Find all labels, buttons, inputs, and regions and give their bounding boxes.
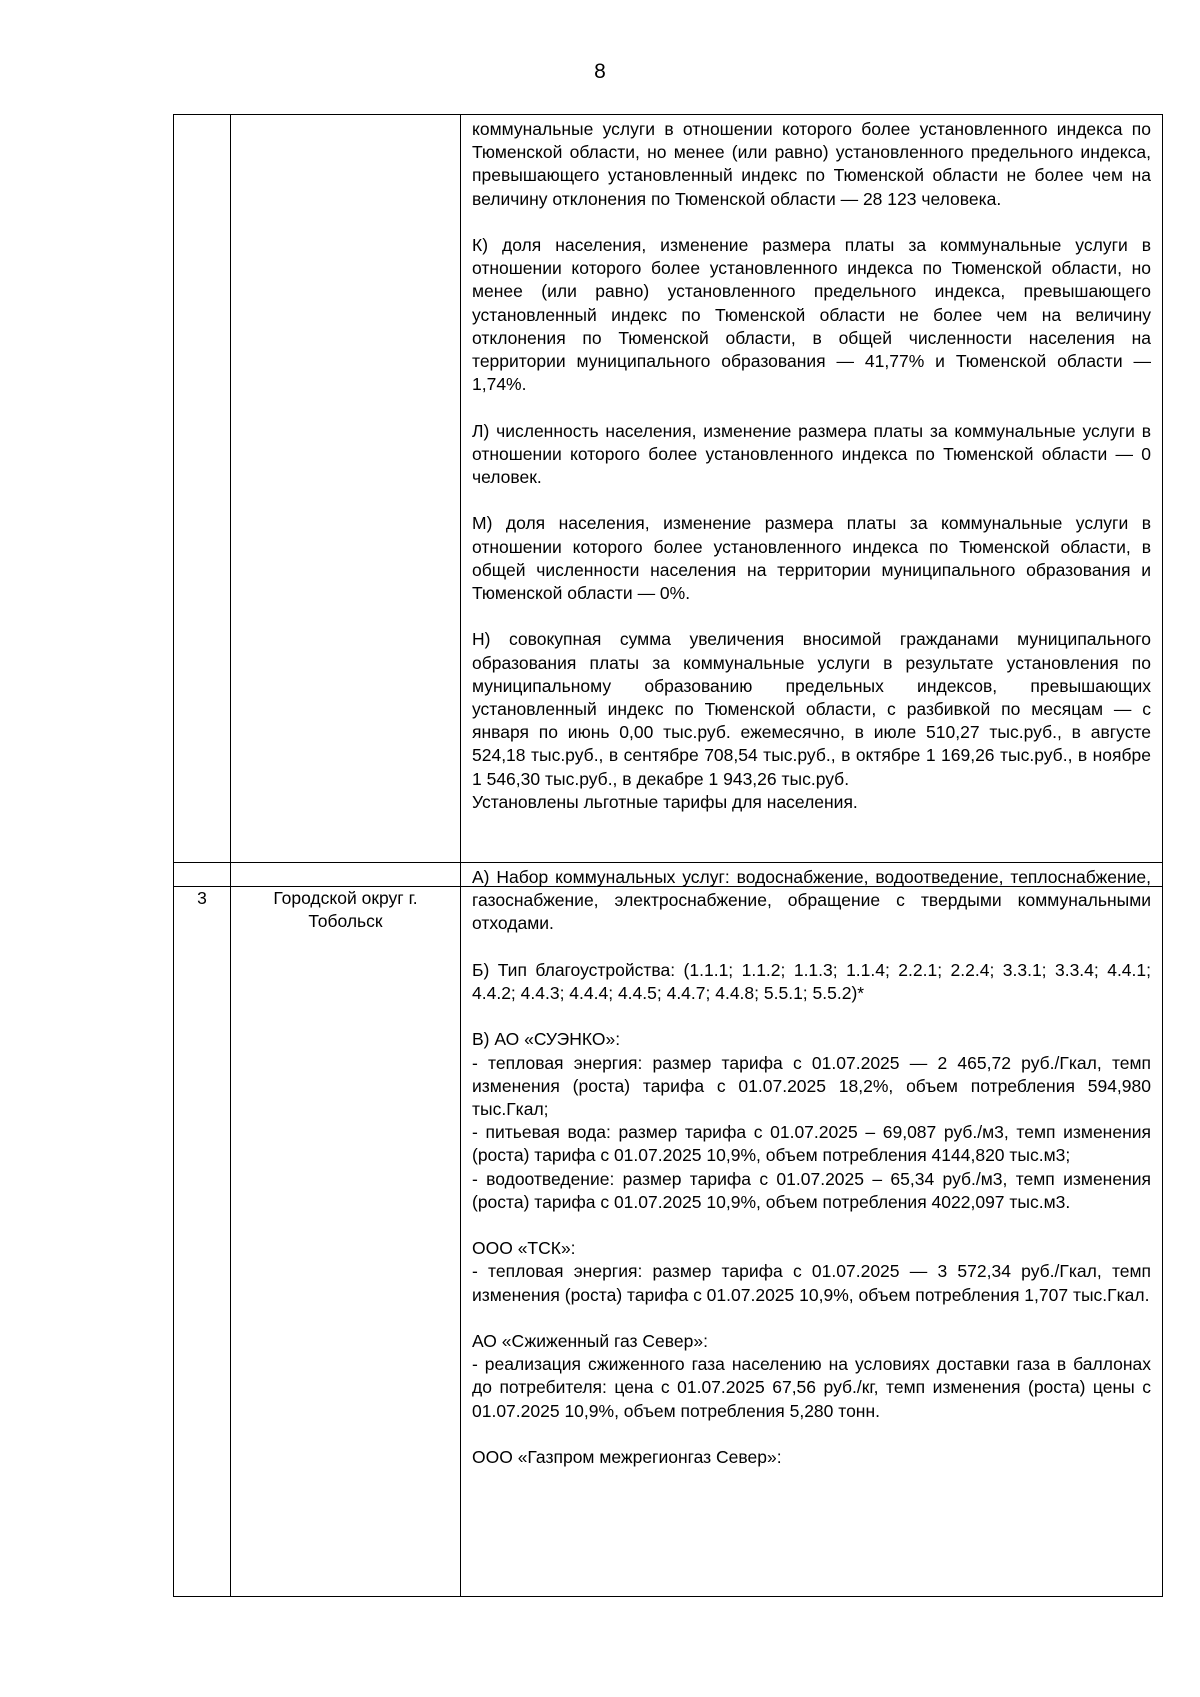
- paragraph-population-count: коммунальные услуги в отношении которого более установленного индекса по Тюменской области, но менее (или равно) установленного предельного индекса, превышающего установленный индекс по Тюменской области не более чем на величину отклонения по Тюменской области — 28 123 человека.: [472, 119, 1151, 209]
- paragraph-l: Л) численность населения, изменение размера платы за коммунальные услуги в отношении которого более установленного индекса по Тюменской области — 0 человек.: [472, 420, 1151, 488]
- table-row-tobolsk: [173, 862, 1163, 1597]
- paragraph-closing: Установлены льготные тарифы для населения.: [472, 791, 858, 812]
- block-gazprom: [472, 1446, 1151, 1469]
- paragraph-k: К) доля населения, изменение размера платы за коммунальные услуги в отношении которого более установленного индекса по Тюменской области, но менее (или равно) установленного предельного индекса, превышающего установленный индекс по Тюменской области не более чем на величину отклонения по Тюменской области, в общей численности населения на территории муниципального образования — 41,77% и Тюменской области — 1,74%.: [472, 235, 1151, 395]
- municipality-name-line-2: г. Тобольск: [308, 888, 418, 932]
- page-number: 8: [594, 60, 606, 83]
- details-cell: [461, 863, 1163, 1597]
- tsk-title: ООО «ТСК»:: [472, 1238, 576, 1259]
- block-gas-north: [472, 1330, 1151, 1423]
- suenko-title: В) АО «СУЭНКО»:: [472, 1029, 621, 1050]
- tsk-heat: - тепловая энергия: размер тарифа с 01.07.2025 — 3 572,34 руб./Гкал, темп изменения (роста) тарифа с 01.07.2025 10,9%, объем потребления 1,707 тыс.Гкал.: [472, 1261, 1151, 1305]
- table-continuation-row: [173, 114, 1163, 887]
- municipality-name-line-1: Городской округ: [273, 888, 404, 908]
- municipality-cell: [231, 863, 461, 1597]
- details-cell: [461, 115, 1163, 887]
- row-number-cell: 3: [174, 863, 231, 1597]
- suenko-water: - питьевая вода: размер тарифа с 01.07.2025 – 69,087 руб./м3, темп изменения (роста) тарифа с 01.07.2025 10,9%, объем потребления 4144,820 тыс.м3;: [472, 1122, 1151, 1166]
- table-row: [174, 115, 1163, 887]
- gas-north-lpg: - реализация сжиженного газа населению на условиях доставки газа в баллонах до потребителя: цена с 01.07.2025 67,56 руб./кг, темп изменения (роста) цены с 01.07.2025 10,9%, объем потребления 5,280 тонн.: [472, 1354, 1151, 1421]
- municipality-cell: [231, 115, 461, 887]
- paragraph-m: М) доля населения, изменение размера платы за коммунальные услуги в отношении которого более установленного индекса по Тюменской области, в общей численности населения на территории муниципального образования и Тюменской области — 0%.: [472, 513, 1151, 604]
- paragraph-improvement-type: Б) Тип благоустройства: (1.1.1; 1.1.2; 1.1.3; 1.1.4; 2.2.1; 2.2.4; 3.3.1; 3.3.4; 4.4.1; 4.4.2; 4.4.3; 4.4.4; 4.4.5; 4.4.7; 4.4.8; 5.5.1; 5.5.2)*: [472, 959, 1151, 1003]
- table-row: [174, 863, 1163, 1597]
- paragraph-services: А) Набор коммунальных услуг: водоснабжение, водоотведение, теплоснабжение, газоснабжение, электроснабжение, обращение с твердыми коммунальными отходами.: [472, 867, 1151, 934]
- suenko-heat: - тепловая энергия: размер тарифа с 01.07.2025 — 2 465,72 руб./Гкал, темп изменения (роста) тарифа с 01.07.2025 18,2%, объем потребления 594,980 тыс.Гкал;: [472, 1052, 1151, 1119]
- block-tsk: [472, 1237, 1151, 1307]
- suenko-drainage: - водоотведение: размер тарифа с 01.07.2025 – 65,34 руб./м3, темп изменения (роста) тарифа с 01.07.2025 10,9%, объем потребления 4022,097 тыс.м3.: [472, 1168, 1151, 1212]
- gas-north-title: АО «Сжиженный газ Север»:: [472, 1331, 708, 1351]
- gazprom-title: ООО «Газпром межрегионгаз Север»:: [472, 1447, 782, 1467]
- row-number-cell: [174, 115, 231, 887]
- block-suenko: [472, 1028, 1151, 1214]
- paragraph-n: Н) совокупная сумма увеличения вносимой гражданами муниципального образования платы за коммунальные услуги в результате установления по муниципальному образованию предельных индексов, превышающих установленный индекс по Тюменской области, с разбивкой по месяцам — с января по июнь 0,00 тыс.руб. ежемесячно, в июле 510,27 тыс.руб., в августе 524,18 тыс.руб., в сентябре 708,54 тыс.руб., в октябре 1 169,26 тыс.руб., в ноябре 1 546,30 тыс.руб., в декабре 1 943,26 тыс.руб.: [472, 629, 1151, 789]
